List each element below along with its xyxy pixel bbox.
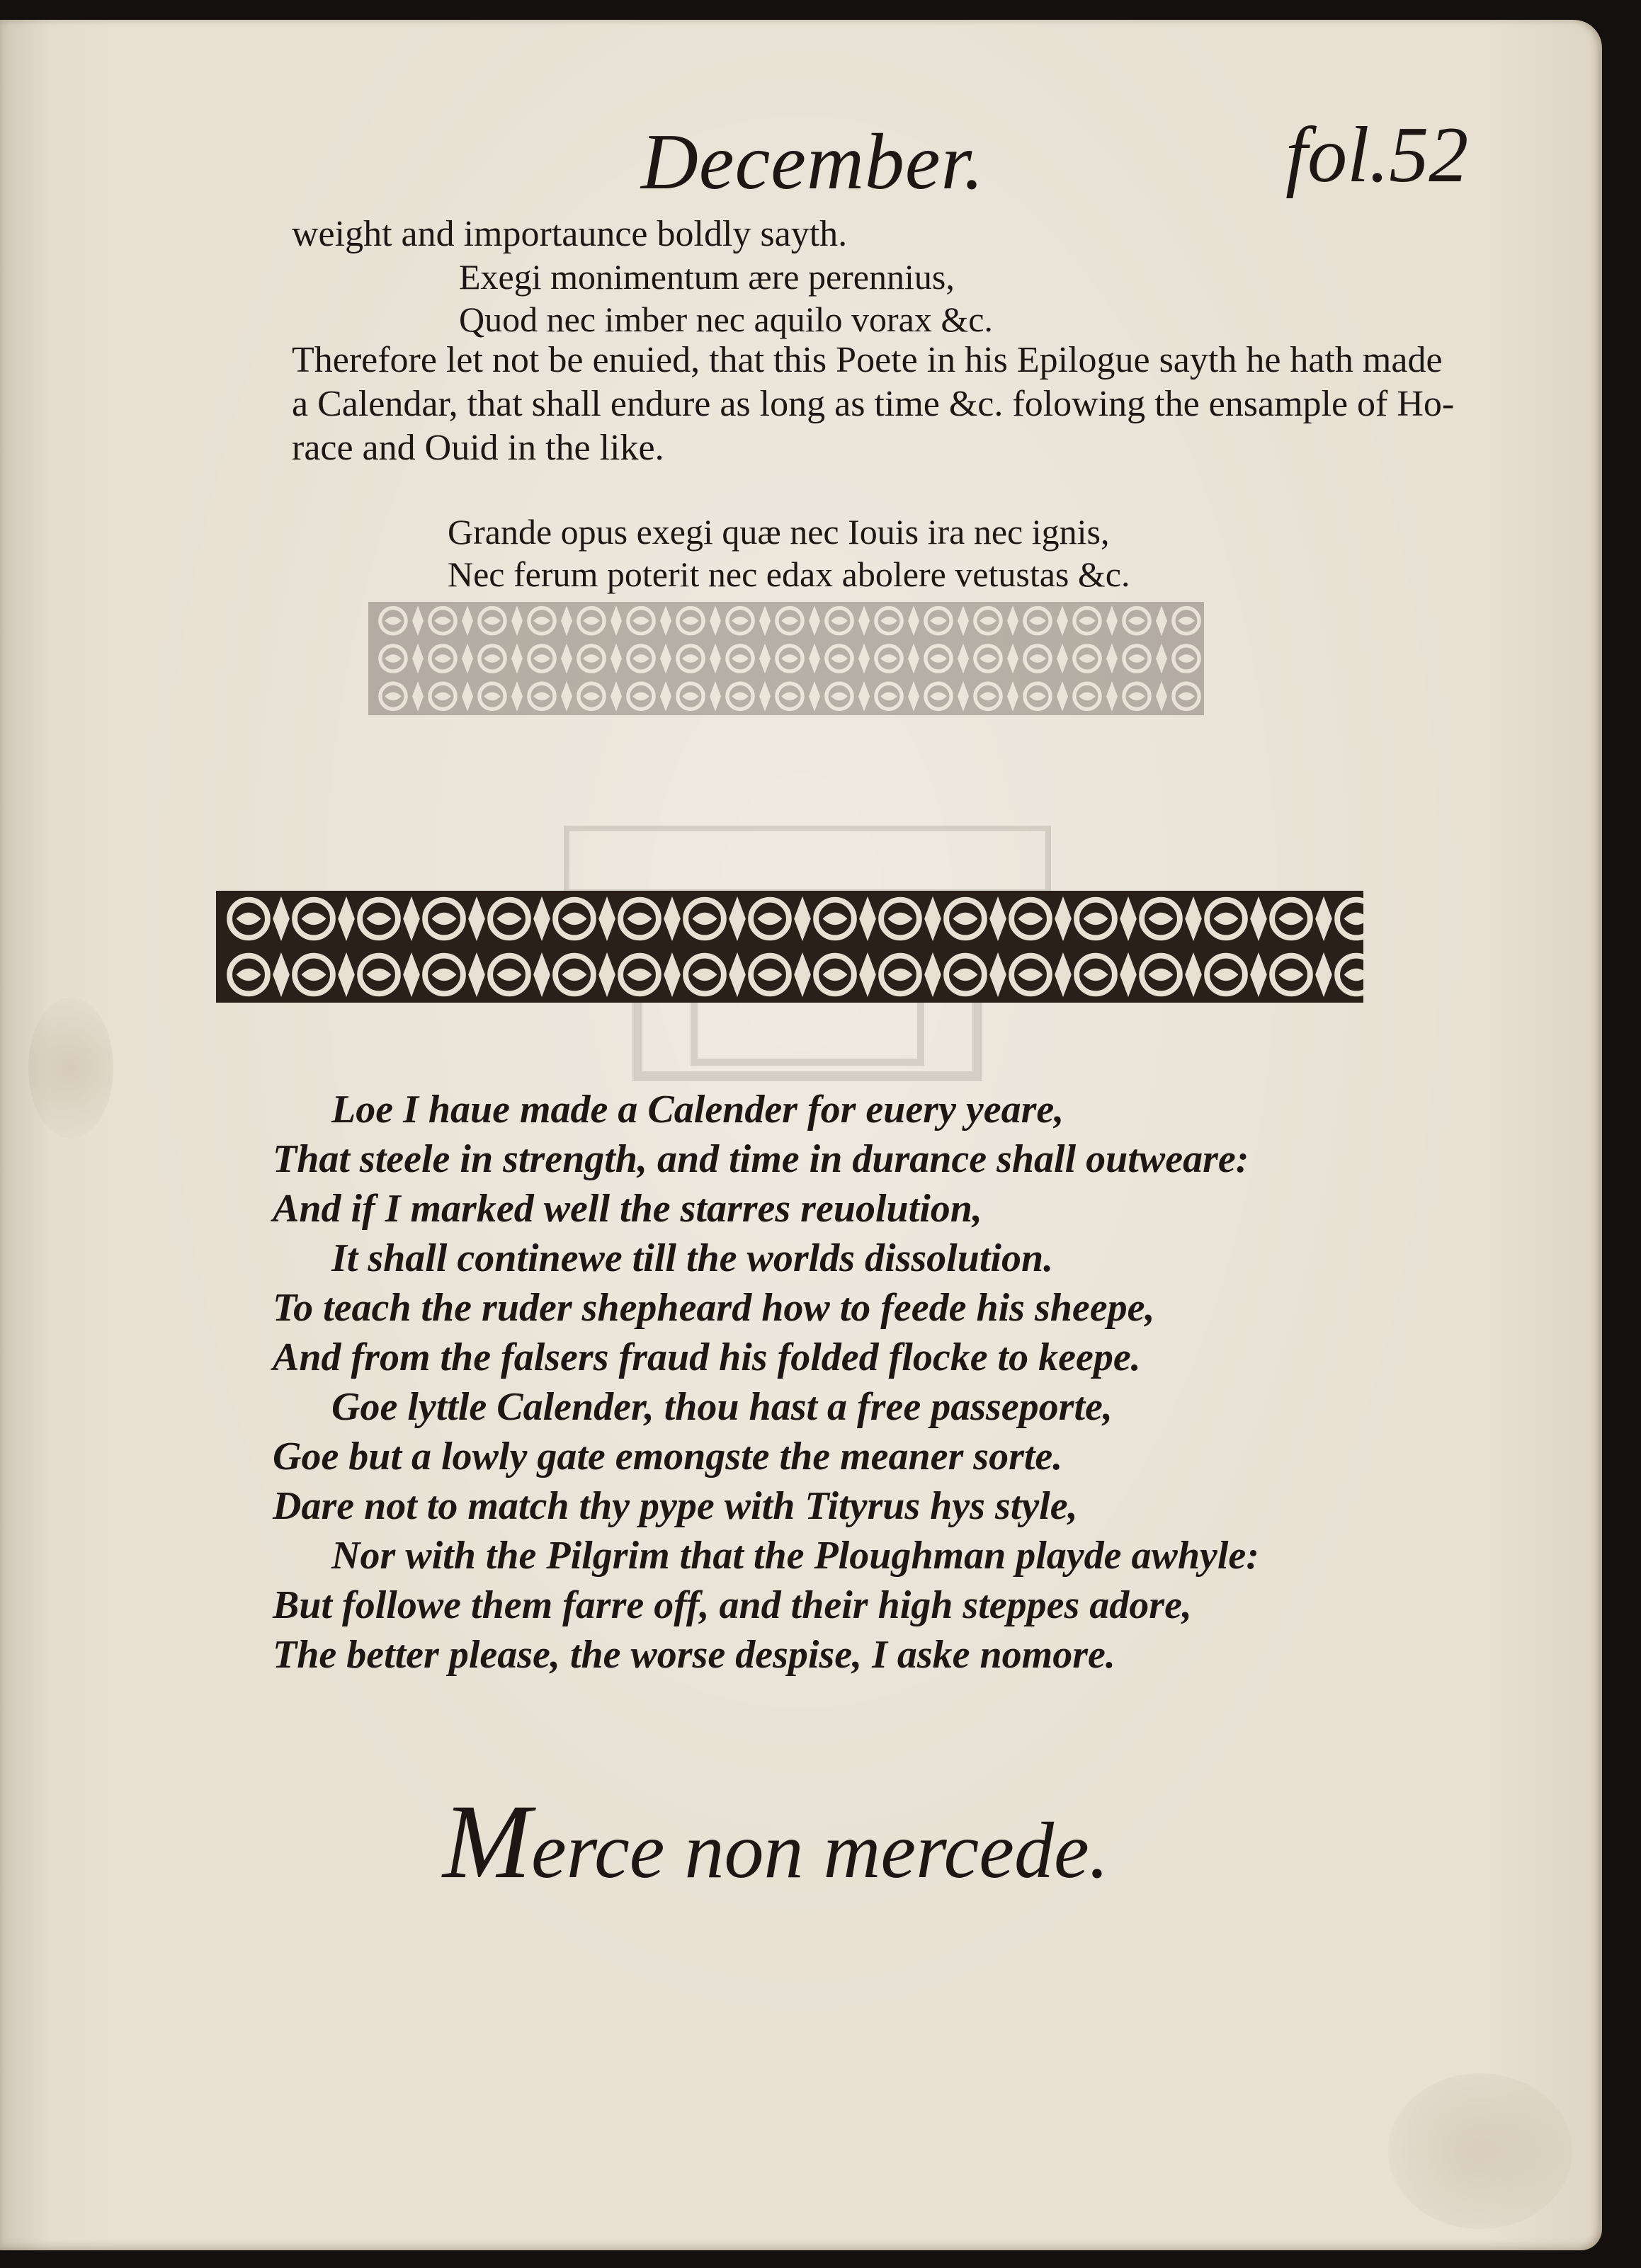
- ornament-motif: [1272, 952, 1332, 997]
- folio-number: fol.52: [1285, 111, 1469, 199]
- ornament-motif: [751, 952, 811, 997]
- ornament-motif: [1011, 952, 1072, 997]
- ornament-motif: [946, 952, 1006, 997]
- ornament-motif: [881, 896, 941, 941]
- verse-line: But followe them farre off, and their high steppes adore,: [273, 1583, 1192, 1627]
- ornament-motif: [816, 952, 876, 997]
- ornament-motif: [360, 952, 420, 997]
- prose-line: race and Ouid in the like.: [292, 428, 664, 468]
- motto-initial: M: [443, 1783, 531, 1901]
- motto-text: erce non mercede.: [530, 1807, 1109, 1895]
- ornament-motif: [881, 952, 941, 997]
- paper-stain: [1388, 2073, 1572, 2229]
- ornament-motif: [360, 896, 420, 941]
- ornament-motif: [946, 896, 1006, 941]
- ornament-motif: [1207, 896, 1267, 941]
- paper-stain: [28, 997, 113, 1139]
- ornament-motif: [686, 896, 746, 941]
- ornament-motif: [229, 952, 290, 997]
- verse-line: That steele in strength, and time in durance shall outweare:: [273, 1137, 1249, 1181]
- verse-line: Nor with the Pilgrim that the Ploughman playde awhyle:: [331, 1534, 1259, 1578]
- latin-quote: Quod nec imber nec aquilo vorax &c.: [459, 300, 993, 339]
- verse-line: And from the falsers fraud his folded flocke to keepe.: [273, 1335, 1141, 1379]
- ornament-motif: [1207, 952, 1267, 997]
- verse-line: Dare not to match thy pype with Tityrus hys style,: [273, 1484, 1078, 1528]
- verse-line: And if I marked well the starres reuolution,: [273, 1187, 982, 1231]
- latin-quote: Grande opus exegi quæ nec Iouis ira nec ignis,: [448, 512, 1110, 552]
- ornament-motif: [555, 952, 615, 997]
- ornament-motif: [1077, 896, 1137, 941]
- running-head: December.: [641, 118, 984, 206]
- ornament-motif: [1142, 952, 1202, 997]
- verse-line: Loe I haue made a Calender for euery yeare,: [331, 1088, 1064, 1132]
- prose-line: a Calendar, that shall endure as long as time &c. folowing the ensample of Ho-: [292, 384, 1455, 424]
- ornament-motif: [295, 952, 355, 997]
- prose-line: weight and importaunce boldly sayth.: [292, 214, 848, 254]
- ornament-motif: [1142, 896, 1202, 941]
- ornament-motif: [425, 896, 485, 941]
- latin-quote: Exegi monimentum ære perennius,: [459, 257, 955, 297]
- prose-paragraph: [292, 338, 1455, 470]
- faint-ornament-band: [368, 602, 1204, 715]
- ornament-motif: [1077, 952, 1137, 997]
- ornament-motif: [620, 896, 681, 941]
- ornament-motif: [425, 952, 485, 997]
- ornament-motif: [295, 896, 355, 941]
- motto: [443, 1781, 1109, 1903]
- verse-line: Goe lyttle Calender, thou hast a free passeporte,: [331, 1385, 1113, 1429]
- printers-ornament-band: [216, 891, 1363, 1003]
- verse-line: To teach the ruder shepheard how to feede his sheepe,: [273, 1286, 1155, 1330]
- verse-line: Goe but a lowly gate emongste the meaner sorte.: [273, 1435, 1063, 1478]
- ornament-motif: [620, 952, 681, 997]
- ornament-motif: [555, 896, 615, 941]
- ornament-motif: [229, 896, 290, 941]
- ornament-motif: [1272, 896, 1332, 941]
- verse-line: It shall continewe till the worlds dissolution.: [331, 1236, 1054, 1280]
- prose-line: Therefore let not be enuied, that this Poete in his Epilogue sayth he hath made: [292, 340, 1443, 380]
- verse-line: The better please, the worse despise, I aske nomore.: [273, 1633, 1115, 1677]
- ornament-motif: [1011, 896, 1072, 941]
- ornament-motif: [816, 896, 876, 941]
- ornament-motif: [751, 896, 811, 941]
- ornament-motif: [490, 952, 550, 997]
- ornament-motif: [490, 896, 550, 941]
- latin-quote: Nec ferum poterit nec edax abolere vetustas &c.: [448, 554, 1130, 594]
- ornament-motif: [686, 952, 746, 997]
